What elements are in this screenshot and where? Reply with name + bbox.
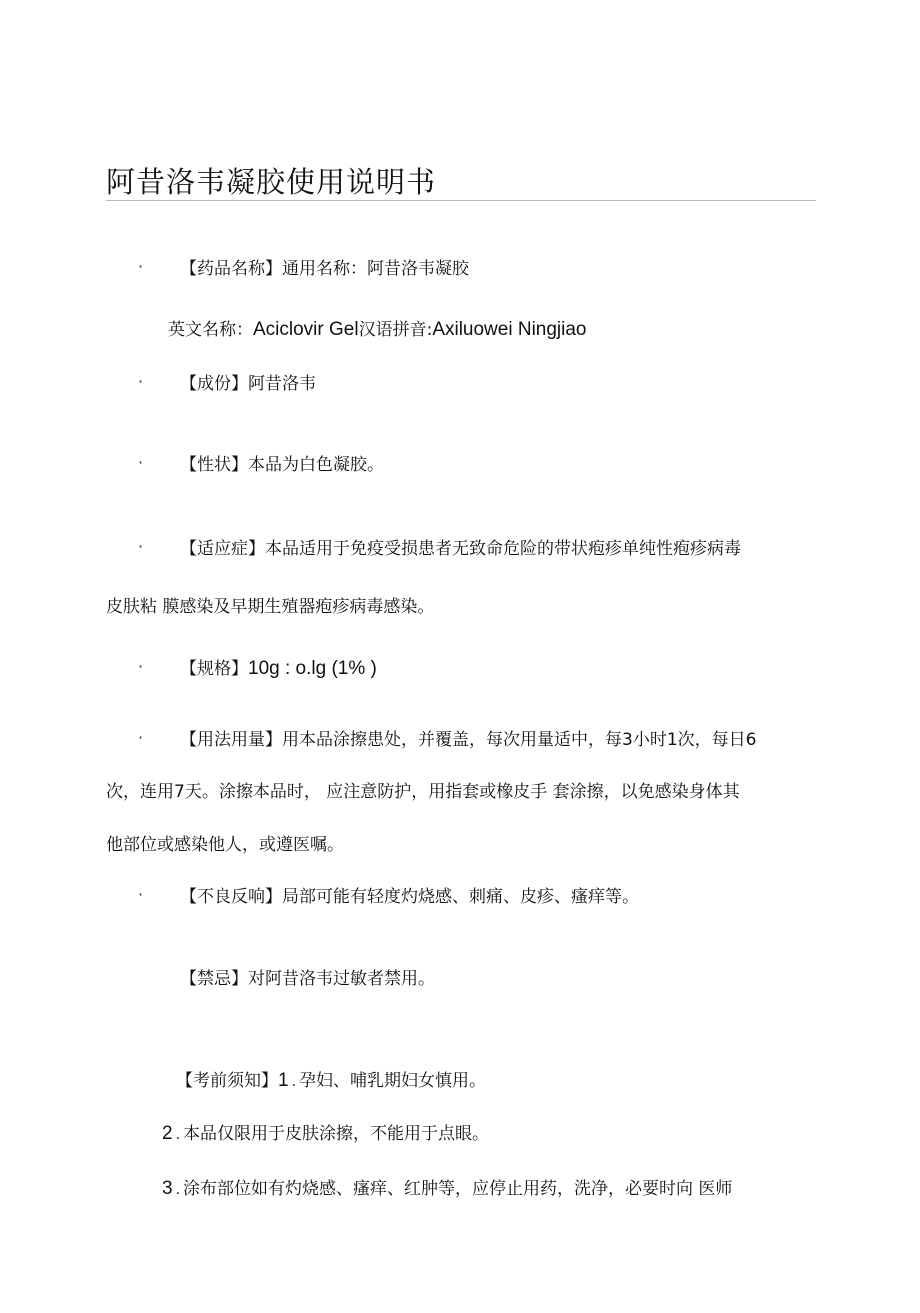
section-text: 10g : o.lg (1% )	[248, 658, 377, 679]
section-label: 【性状】	[180, 455, 248, 475]
precaution-item: 3 . 涂布部位如有灼烧感、瘙痒、红肿等，应停止用药，洗净，必要时向 医师	[162, 1178, 733, 1199]
precaution-text: 本品仅限用于皮肤涂擦，不能用于点眼。	[183, 1124, 490, 1144]
section-dosage-continued: 次，连用7天。涂擦本品时， 应注意防护，用指套或橡皮手 套涂擦，以免感染身体其	[106, 782, 740, 802]
section-text: 用本品涂擦患处，并覆盖，每次用量适中，每3小时1次，每日6	[282, 730, 757, 750]
section-drug-name	[180, 257, 469, 281]
section-label: 【适应症】	[180, 539, 265, 559]
section-text: 对阿昔洛韦过敏者禁用。	[248, 969, 435, 989]
section-text: 通用名称：阿昔洛韦凝胶	[282, 259, 469, 279]
section-contraindications	[180, 967, 435, 991]
section-precautions: 【考前须知】1 . 孕妇、哺乳期妇女慎用。	[176, 1070, 487, 1091]
section-label: 【规格】	[180, 659, 248, 679]
section-label: 【考前须知】	[176, 1071, 278, 1091]
precaution-number: 1	[278, 1070, 289, 1091]
precaution-number: 2	[162, 1123, 173, 1144]
section-text: 本品适用于免疫受损患者无致命危险的带状疱疹单纯性疱疹病毒	[265, 539, 741, 559]
section-adverse-reactions	[180, 885, 639, 909]
bullet-icon: ·	[138, 657, 144, 676]
english-value: Aciclovir Gel	[253, 319, 359, 340]
bullet-icon: ·	[138, 885, 144, 904]
precaution-text: 孕妇、哺乳期妇女慎用。	[299, 1071, 487, 1091]
section-label: 【成份】	[180, 374, 248, 394]
bullet-icon: ·	[138, 728, 144, 747]
english-label: 英文名称：	[168, 320, 253, 340]
section-label: 【用法用量】	[180, 730, 282, 750]
section-ingredients	[180, 372, 316, 396]
pinyin-value: Axiluowei Ningjiao	[432, 319, 587, 340]
english-pinyin-line	[168, 318, 587, 342]
document-title: 阿昔洛韦凝胶使用说明书	[106, 165, 437, 199]
section-label: 【禁忌】	[180, 969, 248, 989]
section-dosage	[180, 728, 756, 752]
bullet-icon: ·	[138, 537, 144, 556]
section-text: 本品为白色凝胶。	[248, 455, 384, 475]
pinyin-label: 汉语拼音:	[358, 320, 433, 340]
section-dosage-continued: 他部位或感染他人，或遵医嘱。	[106, 835, 344, 855]
section-label: 【药品名称】	[180, 259, 282, 279]
section-description	[180, 453, 384, 477]
precaution-number: 3	[162, 1178, 173, 1199]
section-indications-continued: 皮肤粘 膜感染及早期生殖器疱疹病毒感染。	[106, 597, 435, 617]
bullet-icon: ·	[138, 372, 144, 391]
section-label: 【不良反响】	[180, 887, 282, 907]
section-specification	[180, 657, 377, 681]
section-indications	[180, 537, 741, 561]
bullet-icon: ·	[138, 257, 144, 276]
precaution-item: 2 . 本品仅限用于皮肤涂擦，不能用于点眼。	[162, 1123, 490, 1144]
section-text: 局部可能有轻度灼烧感、刺痛、皮疹、瘙痒等。	[282, 887, 639, 907]
title-divider	[106, 200, 816, 201]
bullet-icon: ·	[138, 453, 144, 472]
precaution-text: 涂布部位如有灼烧感、瘙痒、红肿等，应停止用药，洗净，必要时向 医师	[183, 1179, 733, 1199]
section-text: 阿昔洛韦	[248, 374, 316, 394]
